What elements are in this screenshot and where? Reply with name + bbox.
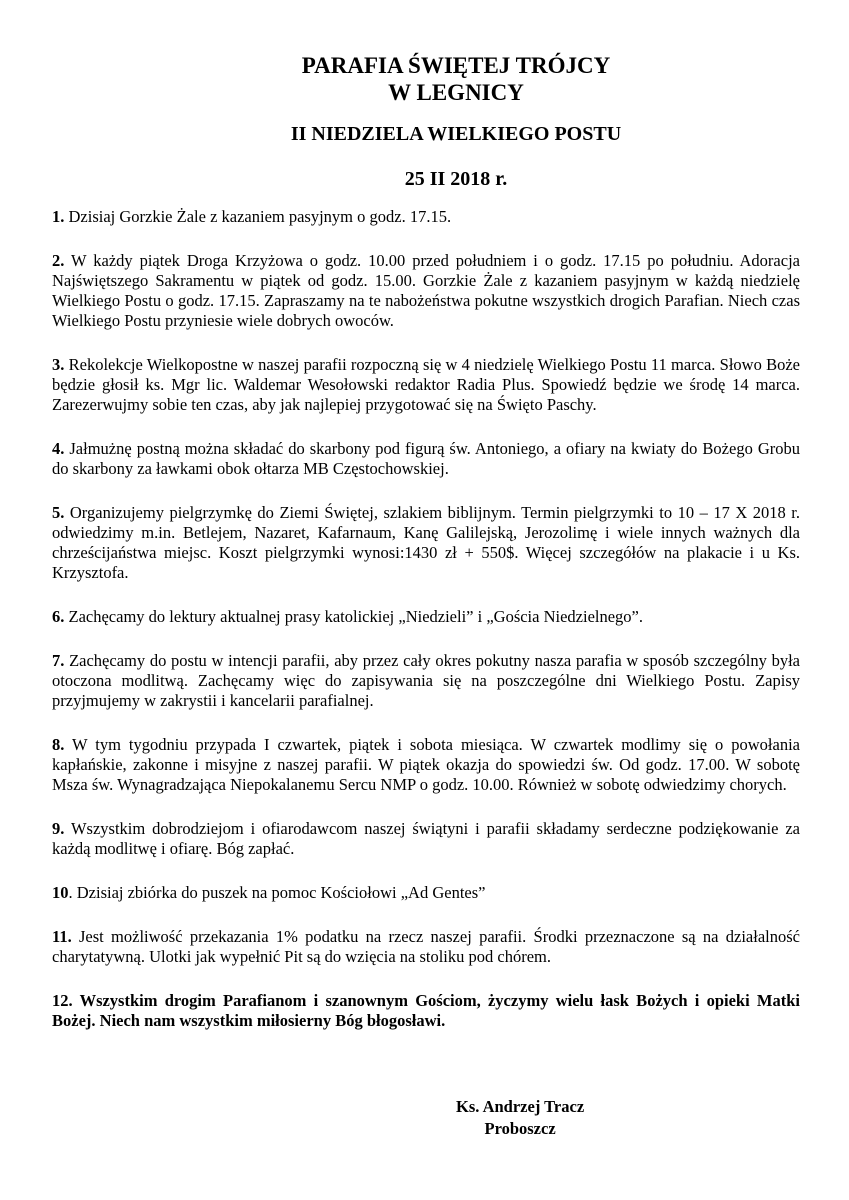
announcement-number: 6. (52, 607, 65, 626)
announcement-number: 9. (52, 819, 65, 838)
signature (456, 1096, 584, 1140)
announcement-item (52, 735, 800, 795)
announcement-item (52, 819, 800, 859)
announcement-text: Jest możliwość przekazania 1% podatku na rzecz naszej parafii. Środki przeznaczone są na działalność charytatywną. Ulotki jak wypełnić Pit są do wzięcia na stoliku pod chórem. (52, 927, 800, 966)
announcement-number: 11. (52, 927, 72, 946)
signature-title: Proboszcz (484, 1119, 556, 1138)
announcement-number: 2. (52, 251, 65, 270)
announcement-number: 3. (52, 355, 65, 374)
parish-name-line1: PARAFIA ŚWIĘTEJ TRÓJCY (301, 53, 611, 78)
announcement-number: 8. (52, 735, 65, 754)
announcement-text: . Dzisiaj zbiórka do puszek na pomoc Kościołowi „Ad Gentes” (68, 883, 486, 902)
announcement-number: 4. (52, 439, 65, 458)
announcement-text: W każdy piątek Droga Krzyżowa o godz. 10.00 przed południem i o godz. 17.15 po południu. Adoracja Najświętszego Sakramentu w piątek od godz. 15.00. Gorzkie Żale z kazaniem pasyjnym w każdą niedzielę Wielkiego Postu o godz. 17.15. Zapraszamy na te nabożeństwa pokutne wszystkich drogich Parafian. Niech czas Wielkiego Postu przyniesie wiele dobrych owoców. (52, 251, 800, 330)
announcement-text: Wszystkim drogim Parafianom i szanownym Gościom, życzymy wielu łask Bożych i opieki Matki Bożej. Niech nam wszystkim miłosierny Bóg błogosławi. (52, 991, 800, 1030)
announcement-item (52, 883, 800, 903)
announcement-item (52, 927, 800, 967)
announcement-text: Organizujemy pielgrzymkę do Ziemi Świętej, szlakiem biblijnym. Termin pielgrzymki to 10 – 17 X 2018 r. odwiedzimy m.in. Betlejem, Nazaret, Kafarnaum, Kanę Galilejską, Jerozolimę i wiele innych ważnych dla chrześcijaństwa miejsc. Koszt pielgrzymki wynosi:1430 zł + 550$. Więcej szczegółów na plakacie i u Ks. Krzysztofa. (52, 503, 800, 582)
announcement-text: Rekolekcje Wielkopostne w naszej parafii rozpoczną się w 4 niedzielę Wielkiego Postu 11 marca. Słowo Boże będzie głosił ks. Mgr lic. Waldemar Wesołowski redaktor Radia Plus. Spowiedź będzie we środę 14 marca. Zarezerwujmy sobie ten czas, aby jak najlepiej przygotować się na Święto Paschy. (52, 355, 800, 414)
announcement-item (52, 439, 800, 479)
announcement-item (52, 251, 800, 331)
announcement-item (52, 207, 800, 227)
signature-name: Ks. Andrzej Tracz (456, 1097, 585, 1116)
date: 25 II 2018 r. (404, 168, 508, 190)
announcement-text: Jałmużnę postną można składać do skarbony pod figurą św. Antoniego, a ofiary na kwiaty do Bożego Grobu do skarbony za ławkami obok ołtarza MB Częstochowskiej. (52, 439, 800, 478)
announcement-item (52, 651, 800, 711)
announcement-item-closing (52, 991, 800, 1031)
announcement-item (52, 607, 800, 627)
header (112, 52, 800, 191)
announcements-list (52, 207, 800, 1031)
announcement-number: 10 (52, 883, 69, 902)
announcement-item (52, 355, 800, 415)
announcement-number: 7. (52, 651, 65, 670)
announcement-text: Dzisiaj Gorzkie Żale z kazaniem pasyjnym o godz. 17.15. (64, 207, 452, 226)
parish-name (112, 52, 800, 106)
announcement-number: 5. (52, 503, 65, 522)
announcement-text: Wszystkim dobrodziejom i ofiarodawcom naszej świątyni i parafii składamy serdeczne podziękowanie za każdą modlitwę i ofiarę. Bóg zapłać. (52, 819, 800, 858)
announcement-text: Zachęcamy do postu w intencji parafii, aby przez cały okres pokutny nasza parafia w sposób szczególny była otoczona modlitwą. Zachęcamy więc do zapisywania się na poszczególne dni Wielkiego Postu. Zapisy przyjmujemy w zakrystii i kancelarii parafialnej. (52, 651, 800, 710)
announcement-number: 1. (52, 207, 65, 226)
announcement-number: 12. (52, 991, 73, 1010)
parish-name-line2: W LEGNICY (388, 80, 524, 105)
announcement-item (52, 503, 800, 583)
liturgical-day-title: II NIEDZIELA WIELKIEGO POSTU (290, 123, 622, 145)
announcement-page (52, 52, 800, 1055)
announcement-text: W tym tygodniu przypada I czwartek, piątek i sobota miesiąca. W czwartek modlimy się o powołania kapłańskie, zakonne i misyjne z naszej parafii. W piątek okazja do spowiedzi św. Od godz. 17.00. W sobotę Msza św. Wynagradzająca Niepokalanemu Sercu NMP o godz. 10.00. Również w sobotę odwiedzimy chorych. (52, 735, 800, 794)
announcement-text: Zachęcamy do lektury aktualnej prasy katolickiej „Niedzieli” i „Gościa Niedzielnego”. (64, 607, 644, 626)
